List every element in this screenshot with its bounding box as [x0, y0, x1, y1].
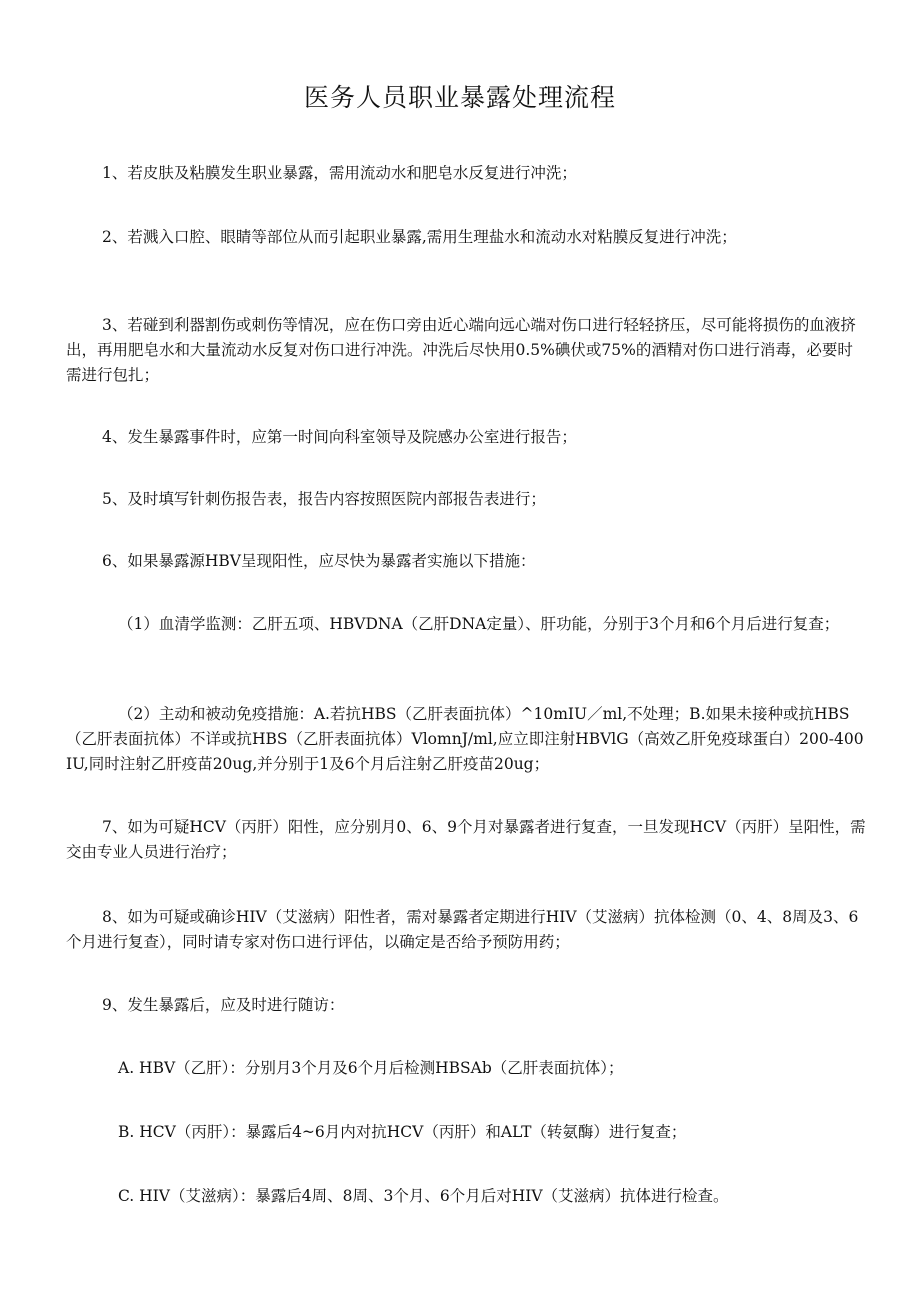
- paragraph-4: 4、发生暴露事件时，应第一时间向科室领导及院感办公室进行报告；: [102, 428, 577, 446]
- paragraph-1: 1、若皮肤及粘膜发生职业暴露，需用流动水和肥皂水反复进行冲洗；: [102, 164, 577, 182]
- paragraph-9-c: C. HIV（艾滋病）：暴露后4周、8周、3个月、6个月后对HIV（艾滋病）抗体进行检查。: [118, 1187, 729, 1205]
- paragraph-6-2: （2）主动和被动免疫措施：A.若抗HBS（乙肝表面抗体）^10mIU／ml,不处理；B.如果未接种或抗HBS（乙肝表面抗体）不详或抗HBS（乙肝表面抗体）VlomnJ/ml,应立即注射HBVlG（高效乙肝免疫球蛋白）200-400IU,同时注射乙肝疫苗20ug,并分别于1及6个月后注射乙肝疫苗20ug；: [66, 705, 864, 773]
- paragraph-7: 7、如为可疑HCV（丙肝）阳性，应分别月0、6、9个月对暴露者进行复查，一旦发现HCV（丙肝）呈阳性，需交由专业人员进行治疗；: [66, 818, 866, 861]
- paragraph-5: 5、及时填写针刺伤报告表，报告内容按照医院内部报告表进行；: [102, 490, 546, 508]
- paragraph-9: 9、发生暴露后，应及时进行随访：: [102, 996, 345, 1014]
- paragraph-3: 3、若碰到利器割伤或刺伤等情况，应在伤口旁由近心端向远心端对伤口进行轻轻挤压，尽可能将损伤的血液挤出，再用肥皂水和大量流动水反复对伤口进行冲洗。冲洗后尽快用0.5%碘伏或75%的酒精对伤口进行消毒，必要时需进行包扎；: [66, 316, 856, 384]
- paragraph-2: 2、若溅入口腔、眼睛等部位从而引起职业暴露,需用生理盐水和流动水对粘膜反复进行冲洗；: [102, 228, 737, 246]
- paragraph-6-1: （1）血清学监测：乙肝五项、HBVDNA（乙肝DNA定量）、肝功能，分别于3个月和6个月后进行复查；: [118, 615, 840, 633]
- paragraph-9-b: B. HCV（丙肝）：暴露后4~6月内对抗HCV（丙肝）和ALT（转氨酶）进行复查；: [118, 1123, 687, 1141]
- page-title: 医务人员职业暴露处理流程: [303, 83, 616, 112]
- paragraph-9-a: A. HBV（乙肝）：分别月3个月及6个月后检测HBSAb（乙肝表面抗体）；: [118, 1059, 624, 1077]
- paragraph-8: 8、如为可疑或确诊HIV（艾滋病）阳性者，需对暴露者定期进行HIV（艾滋病）抗体检测（0、4、8周及3、6个月进行复查），同时请专家对伤口进行评估，以确定是否给予预防用药；: [66, 908, 859, 951]
- paragraph-6: 6、如果暴露源HBV呈现阳性，应尽快为暴露者实施以下措施：: [102, 552, 536, 570]
